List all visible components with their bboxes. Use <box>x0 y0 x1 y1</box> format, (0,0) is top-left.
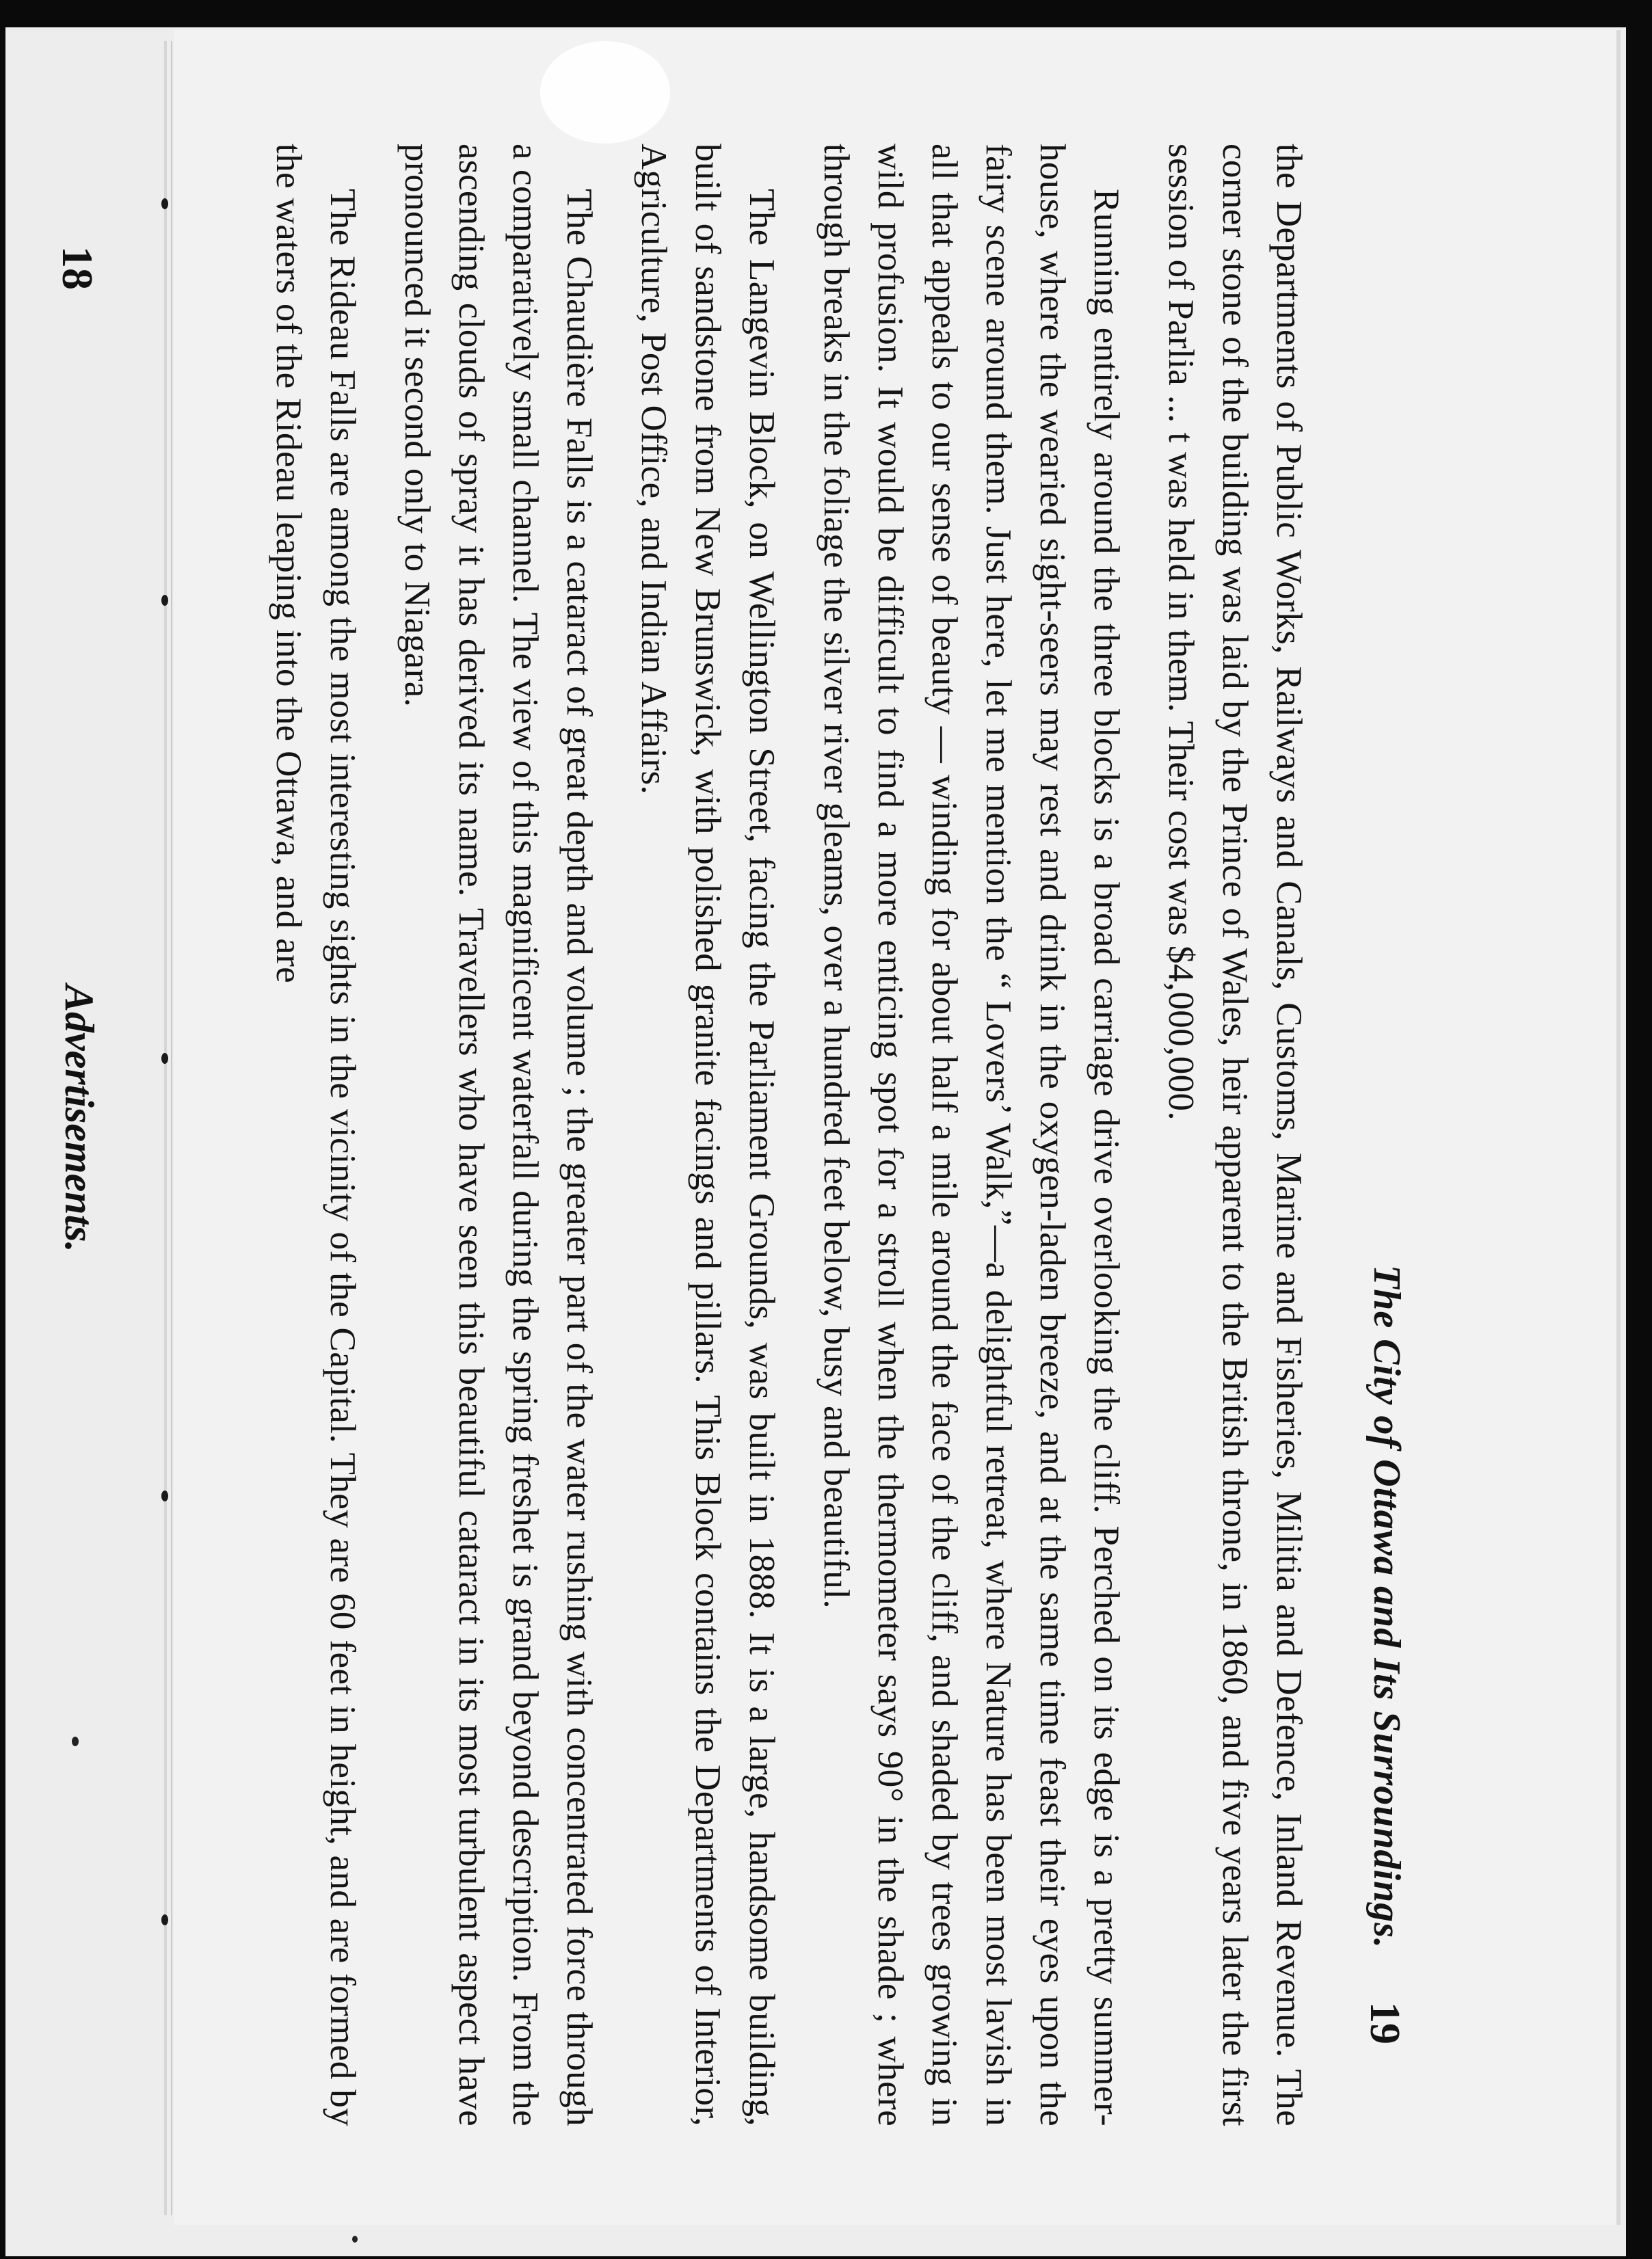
verso-page-number: 18 <box>53 246 102 290</box>
gutter-shadow <box>164 41 167 2215</box>
running-title: The City of Ottawa and Its Surroundings. <box>1365 1265 1408 1949</box>
binding-stitch <box>161 198 168 209</box>
ink-speck <box>352 2236 358 2243</box>
verso-running-title: Advertisements. <box>57 985 102 1253</box>
running-head <box>1350 144 1415 2126</box>
binding-stitch <box>161 595 168 606</box>
page-number: 19 <box>1361 2002 1408 2044</box>
paragraph-4: The Chaudière Falls is a cataract of great depth and volume ; the greater part of the water rushing with concentrated force through a comparatively small channel. The view of this magnificent waterfall during the spring freshet is grand beyond description. From the ascending clouds of spray it has derived its name. Travellers who have seen this beautiful cataract in its most turbulent aspect have pronounced it second only to Niagara. <box>397 144 599 2126</box>
paragraph-1: the Departments of Public Works, Railways and Canals, Customs, Marine and Fisheries, Militia and Defence, Inland Revenue. The corner stone of the building was laid by the Prince of Wales, heir apparent to the British throne, in 1860, and five years later the first session of Parlia ... t was held in them. Their cost was $4,000,000. <box>1161 144 1309 2126</box>
recto-text-block <box>198 109 1415 2161</box>
binding-stitch <box>161 1053 168 1064</box>
paragraph-5: The Rideau Falls are among the most interesting sights in the vicinity of the Capital. They are 60 feet in height, and are formed by the waters of the Rideau leaping into the Ottawa, and are <box>269 144 362 2126</box>
fold-line <box>171 41 172 2215</box>
ink-speck <box>72 1737 79 1746</box>
verso-page-edge <box>41 246 123 2215</box>
binding-stitch <box>161 1914 168 1925</box>
binding-stitch <box>161 1491 168 1501</box>
paragraph-3: The Langevin Block, on Wellington Street, facing the Parliament Grounds, was built in 1888. It is a large, handsome building, built of sandstone from New Brunswick, with polished granite facings and pillars. This Block contains the Departments of Interior, Agriculture, Post Office, and Indian Affairs. <box>634 144 782 2126</box>
paragraph-2: Running entirely around the three blocks is a broad carriage drive overlooking the cliff. Perched on its edge is a pretty summer-house, where the wearied sight-seers may rest and drink in the oxygen-laden breeze, and at the same time feast their eyes upon the fairy scene around them. Just here, let me mention the “ Lovers’ Walk,”—a delightful retreat, where Nature has been most lavish in all that appeals to our sense of beauty — winding for about half a mile around the face of the cliff, and shaded by trees growing in wild profusion. It would be difficult to find a more enticing spot for a stroll when the thermometer says 90° in the shade ; where through breaks in the foliage the silver river gleams, over a hundred feet below, busy and beautiful. <box>816 144 1126 2126</box>
